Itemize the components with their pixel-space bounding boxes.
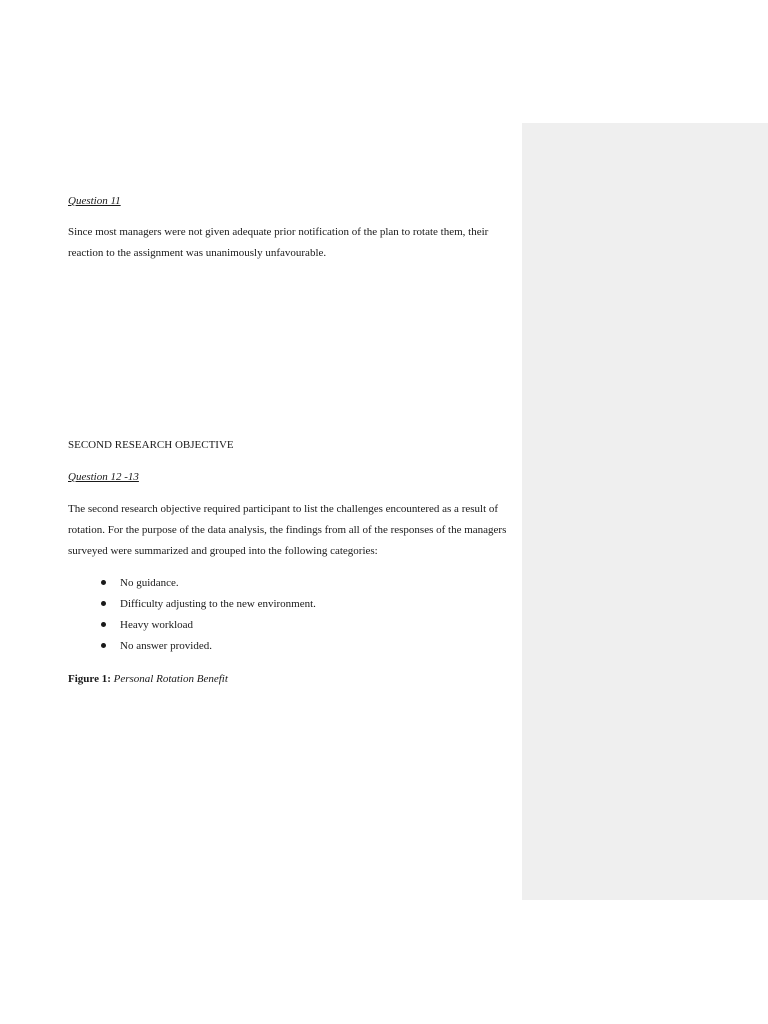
paragraph-line: The second research objective required participant to list the challenges encountered as a result of — [68, 503, 499, 515]
question-11-paragraph — [68, 222, 518, 264]
bullet-icon — [101, 643, 106, 648]
paragraph-line: Since most managers were not given adequate prior notification of the plan to rotate them, their — [68, 226, 489, 238]
figure-caption-block — [68, 672, 518, 686]
bullet-icon — [101, 622, 106, 627]
paragraph-line: rotation. For the purpose of the data analysis, the findings from all of the responses of the managers — [68, 524, 507, 536]
list-item — [101, 636, 316, 657]
list-item — [101, 615, 316, 636]
bullet-icon — [101, 601, 106, 606]
comment-margin-pane — [522, 123, 768, 900]
list-item-text: Heavy workload — [120, 619, 194, 631]
section-heading: SECOND RESEARCH OBJECTIVE — [68, 439, 234, 451]
question-11-heading: Question 11 — [68, 195, 121, 207]
list-item — [101, 573, 316, 594]
question-12-13-heading: Question 12 -13 — [68, 471, 139, 483]
challenge-category-list — [101, 573, 316, 657]
second-objective-heading-block — [68, 438, 518, 452]
figure-label: Figure 1: — [68, 673, 111, 685]
list-item — [101, 594, 316, 615]
figure-caption — [68, 672, 518, 686]
question-11-section — [68, 194, 518, 208]
list-item-text: Difficulty adjusting to the new environment. — [120, 598, 316, 610]
paragraph-line: surveyed were summarized and grouped into the following categories: — [68, 545, 378, 557]
list-item-text: No guidance. — [120, 577, 179, 589]
bullet-icon — [101, 580, 106, 585]
figure-caption-text: Personal Rotation Benefit — [113, 673, 228, 685]
list-item-text: No answer provided. — [120, 640, 212, 652]
question-12-13-block — [68, 470, 518, 484]
paragraph-line: reaction to the assignment was unanimously unfavourable. — [68, 247, 327, 259]
second-objective-paragraph — [68, 499, 518, 562]
